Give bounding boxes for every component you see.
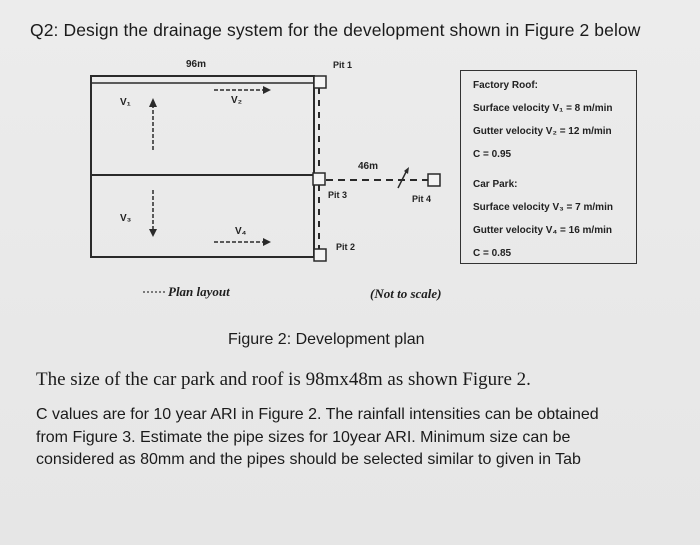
question-heading: Q2: Design the drainage system for the development shown in Figure 2 below	[30, 20, 641, 40]
not-to-scale-label: (Not to scale)	[370, 286, 442, 301]
legend-car-c: C = 0.85	[473, 248, 512, 259]
legend-roof-surface: Surface velocity V₁ = 8 m/min	[473, 103, 613, 114]
dimension-46m: 46m	[358, 161, 379, 172]
v2-label: V₂	[231, 95, 243, 106]
paragraph-line: considered as 80mm and the pipes should be selected similar to given in Tab	[36, 451, 581, 468]
pit2-label: Pit 2	[336, 242, 356, 252]
dimension-96m: 96m	[186, 59, 207, 70]
legend-box	[460, 70, 637, 264]
pit1-label: Pit 1	[333, 60, 353, 70]
size-statement: The size of the car park and roof is 98mx48m as shown Figure 2.	[36, 369, 531, 390]
legend-roof-c: C = 0.95	[473, 149, 512, 160]
legend-roof-title: Factory Roof:	[473, 80, 538, 91]
instructions-paragraph	[36, 404, 686, 472]
v1-label: V₁	[120, 97, 131, 108]
figure-caption: Figure 2: Development plan	[228, 331, 425, 348]
paragraph-line: C values are for 10 year ARI in Figure 2. The rainfall intensities can be obtained	[36, 406, 599, 423]
legend-car-title: Car Park:	[473, 179, 518, 190]
legend-car-surface: Surface velocity V₃ = 7 m/min	[473, 202, 613, 213]
paragraph-line: from Figure 3. Estimate the pipe sizes for 10year ARI. Minimum size can be	[36, 428, 571, 446]
v4-label: V₄	[235, 226, 247, 237]
legend-car-gutter: Gutter velocity V₄ = 16 m/min	[473, 225, 612, 236]
pit4-label: Pit 4	[412, 194, 432, 204]
pit3-label: Pit 3	[328, 190, 348, 200]
v3-label: V₃	[120, 213, 132, 224]
plan-layout-label: Plan layout	[168, 284, 230, 299]
legend-roof-gutter: Gutter velocity V₂ = 12 m/min	[473, 126, 612, 137]
